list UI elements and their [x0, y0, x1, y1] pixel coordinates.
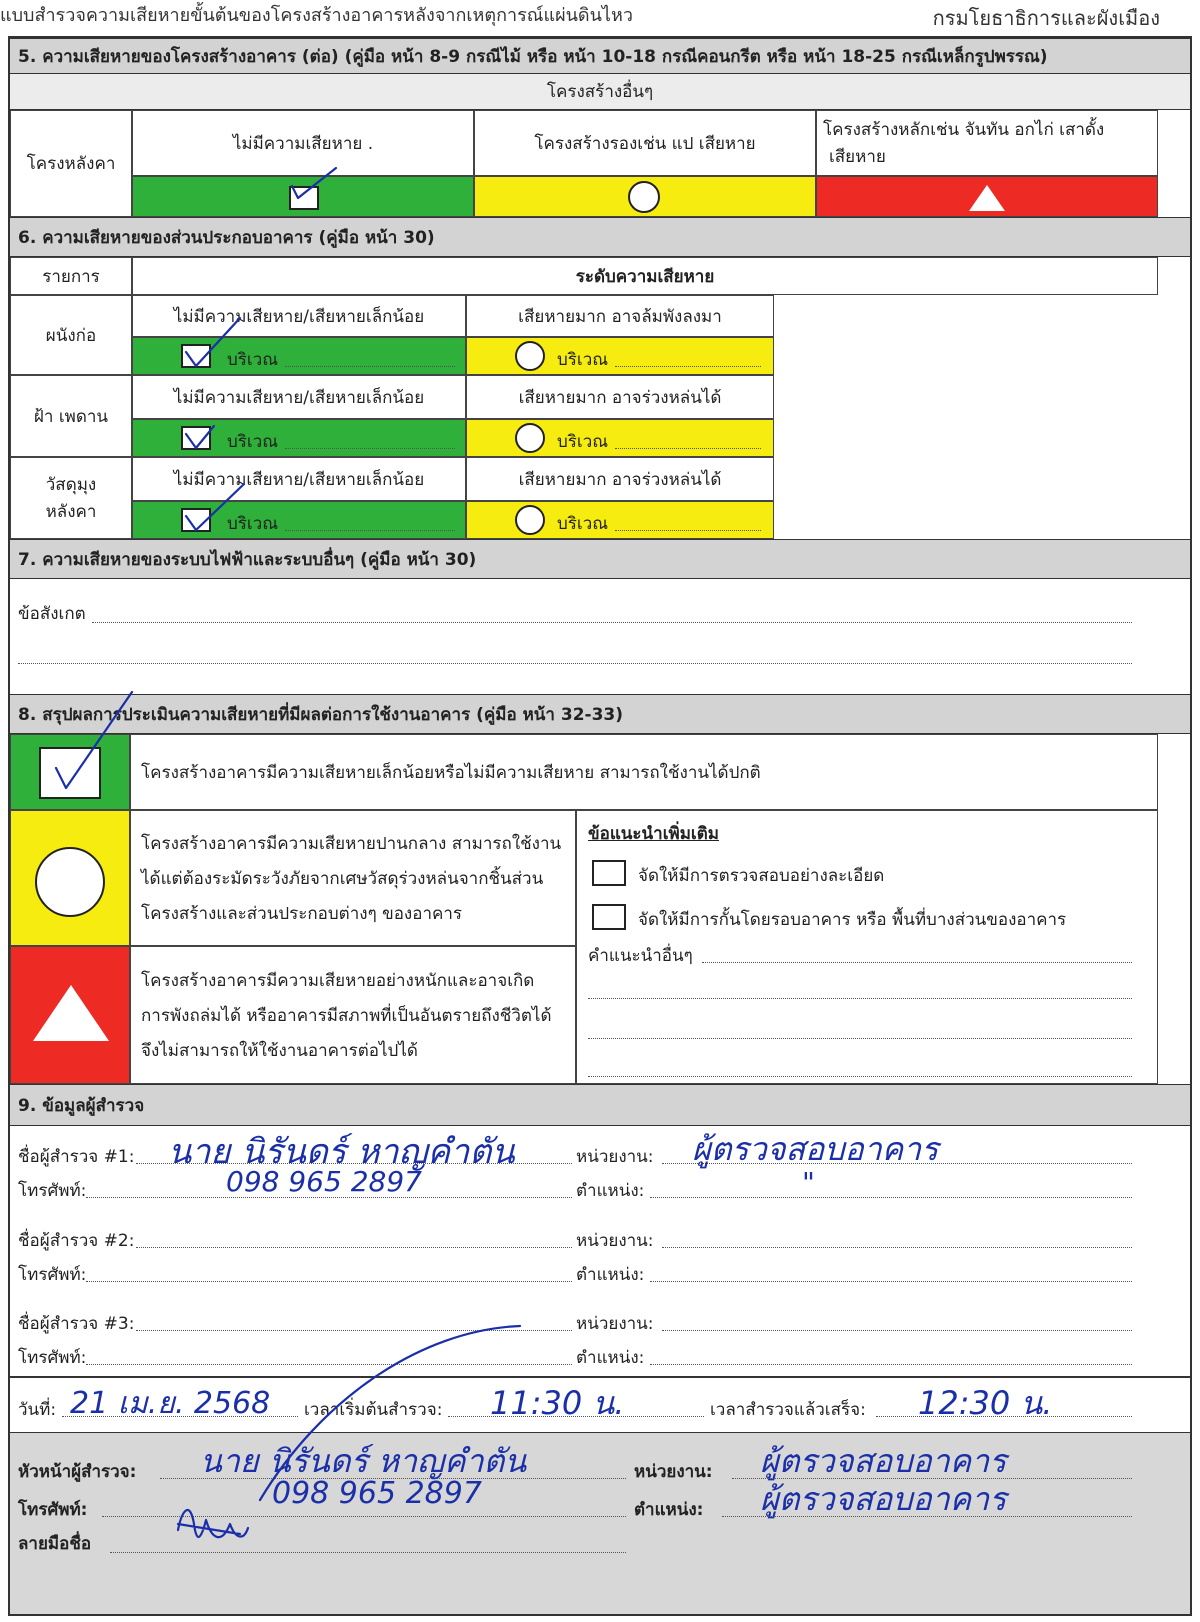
roof-none-checkmark	[292, 168, 336, 198]
surveyor1-phone-handwritten: 098 965 2897	[226, 1165, 422, 1198]
roof-secondary-label: โครงสร้างรองเช่น แป เสียหาย	[474, 110, 816, 176]
wall-none-area-label: บริเวณ	[227, 350, 279, 370]
lead-unit-label: หน่วยงาน:	[634, 1462, 713, 1482]
surveyor1-pos-handwritten: "	[802, 1166, 815, 1199]
section7-title: 7. ความเสียหายของระบบไฟฟ้าและระบบอื่นๆ (คู่มือ หน้า 30)	[10, 539, 1190, 579]
section8-title: 8. สรุปผลการประเมินความเสียหายที่มีผลต่อการใช้งานอาคาร (คู่มือ หน้า 32-33)	[10, 694, 1190, 734]
advice-other-label: คำแนะนำอื่นๆ	[588, 946, 693, 966]
surveyor3-phone-label: โทรศัพท์:	[18, 1348, 87, 1368]
signature-label: ลายมือชื่อ	[18, 1534, 92, 1554]
surveyor1-phone-label: โทรศัพท์:	[18, 1181, 87, 1201]
summary-red-line3: จึงไม่สามารถให้ใช้งานอาคารต่อไปได้	[141, 1040, 418, 1061]
observation-label: ข้อสังเกต	[18, 604, 86, 624]
section5-title: 5. ความเสียหายของโครงสร้างอาคาร (ต่อ) (คู่มือ หน้า 8-9 กรณีไม้ หรือ หน้า 10-18 กรณีคอนกรีต หรือ หน้า 18-25 กรณีเหล็กรูปพรรณ)	[10, 38, 1190, 74]
section6-title: 6. ความเสียหายของส่วนประกอบอาคาร (คู่มือ หน้า 30)	[10, 217, 1190, 257]
lead-name-handwritten: นาย นิรันดร์ หาญคำตัน	[200, 1442, 527, 1480]
summary-green-text: โครงสร้างอาคารมีความเสียหายเล็กน้อยหรือไม่มีความเสียหาย สามารถใช้งานได้ปกติ	[130, 734, 1158, 810]
wall-none-checkmark	[186, 318, 240, 366]
surveyor3-unit-label: หน่วยงาน:	[576, 1314, 654, 1334]
ceiling-label: ฝ้า เพดาน	[10, 375, 132, 457]
summary-green-checkmark	[56, 692, 132, 788]
roof-structure-label: โครงหลังคา	[10, 110, 132, 217]
roofing-label-line2: หลังคา	[45, 502, 97, 522]
lead-pos-label: ตำแหน่ง:	[634, 1500, 704, 1520]
surveyor2-name-label: ชื่อผู้สำรวจ #2:	[18, 1231, 135, 1251]
roof-none-label: ไม่มีความเสียหาย .	[132, 110, 474, 176]
roof-main-label-line1: โครงสร้างหลักเช่น จันทัน อกไก่ เสาดั้ง	[823, 120, 1105, 140]
agency-name: กรมโยธาธิการและผังเมือง	[932, 6, 1160, 30]
section9-title: 9. ข้อมูลผู้สำรวจ	[10, 1084, 1190, 1126]
ceiling-none-label: ไม่มีความเสียหาย/เสียหายเล็กน้อย	[132, 375, 466, 419]
surveyor3-pos-label: ตำแหน่ง:	[576, 1348, 645, 1368]
signature-scribble	[178, 1326, 520, 1537]
roofing-none-checkmark	[186, 484, 244, 530]
ceiling-severe-label: เสียหายมาก อาจร่วงหล่นได้	[466, 375, 774, 419]
form-title: แบบสำรวจความเสียหายขั้นต้นของโครงสร้างอาคารหลังจากเหตุการณ์แผ่นดินไหว	[0, 5, 633, 26]
roof-main-label-line2: เสียหาย	[829, 147, 886, 167]
wall-severe-label: เสียหายมาก อาจล้มพังลงมา	[466, 295, 774, 337]
summary-yellow-line1: โครงสร้างอาคารมีความเสียหายปานกลาง สามารถใช้งาน	[141, 833, 562, 854]
end-time-handwritten: 12:30 น.	[918, 1384, 1053, 1422]
roofing-label-line1: วัสดุมุง	[45, 475, 97, 495]
lead-phone-label: โทรศัพท์:	[18, 1500, 88, 1520]
lead-pos-handwritten: ผู้ตรวจสอบอาคาร	[760, 1480, 1007, 1518]
advice-barrier-label: จัดให้มีการกั้นโดยรอบอาคาร หรือ พื้นที่บางส่วนของอาคาร	[638, 910, 1067, 930]
surveyor1-name-handwritten: นาย นิรันดร์ หาญคำตัน	[168, 1132, 515, 1172]
ceiling-none-area-label: บริเวณ	[227, 432, 279, 452]
surveyor1-name-label: ชื่อผู้สำรวจ #1:	[18, 1147, 135, 1167]
date-label: วันที่:	[18, 1400, 57, 1420]
date-handwritten: 21 เม.ย. 2568	[70, 1386, 271, 1421]
summary-yellow-line2: ได้แต่ต้องระมัดระวังภัยจากเศษวัสดุร่วงหล่นจากชิ้นส่วน	[141, 868, 544, 889]
surveyor2-phone-label: โทรศัพท์:	[18, 1265, 87, 1285]
wall-severe-area-label: บริเวณ	[557, 350, 609, 370]
lead-phone-handwritten: 098 965 2897	[272, 1476, 482, 1511]
ceiling-none-checkmark	[186, 426, 214, 448]
ceiling-severe-area-label: บริเวณ	[557, 432, 609, 452]
col-item-header: รายการ	[10, 257, 132, 295]
wall-label: ผนังก่อ	[10, 295, 132, 375]
surveyor3-name-label: ชื่อผู้สำรวจ #3:	[18, 1314, 135, 1334]
lead-name-label: หัวหน้าผู้สำรวจ:	[18, 1462, 137, 1482]
wall-none-label: ไม่มีความเสียหาย/เสียหายเล็กน้อย	[132, 295, 466, 337]
roofing-none-label: ไม่มีความเสียหาย/เสียหายเล็กน้อย	[132, 457, 466, 501]
start-time-handwritten: 11:30 น.	[490, 1384, 625, 1422]
surveyor2-unit-label: หน่วยงาน:	[576, 1231, 654, 1251]
surveyor2-pos-label: ตำแหน่ง:	[576, 1265, 645, 1285]
summary-red-line2: การพังถล่มได้ หรืออาคารมีสภาพที่เป็นอันตรายถึงชีวิตได้	[141, 1005, 552, 1026]
summary-red-line1: โครงสร้างอาคารมีความเสียหายอย่างหนักและอาจเกิด	[141, 970, 535, 991]
advice-inspect-label: จัดให้มีการตรวจสอบอย่างละเอียด	[638, 866, 885, 886]
surveyor1-unit-handwritten: ผู้ตรวจสอบอาคาร	[692, 1130, 939, 1168]
roofing-severe-label: เสียหายมาก อาจร่วงหล่นได้	[466, 457, 774, 501]
col-level-header: ระดับความเสียหาย	[132, 257, 1158, 295]
summary-yellow-line3: โครงสร้างและส่วนประกอบต่างๆ ของอาคาร	[141, 903, 463, 924]
advice-title: ข้อแนะนำเพิ่มเติม	[588, 824, 719, 844]
end-time-label: เวลาสำรวจแล้วเสร็จ:	[710, 1400, 866, 1420]
surveyor1-pos-label: ตำแหน่ง:	[576, 1181, 645, 1201]
start-time-label: เวลาเริ่มต้นสำรวจ:	[304, 1400, 443, 1420]
section5-subtitle: โครงสร้างอื่นๆ	[10, 74, 1190, 110]
lead-unit-handwritten: ผู้ตรวจสอบอาคาร	[760, 1442, 1007, 1480]
roofing-none-area-label: บริเวณ	[227, 514, 279, 534]
roofing-severe-area-label: บริเวณ	[557, 514, 609, 534]
surveyor1-unit-label: หน่วยงาน:	[576, 1147, 654, 1167]
